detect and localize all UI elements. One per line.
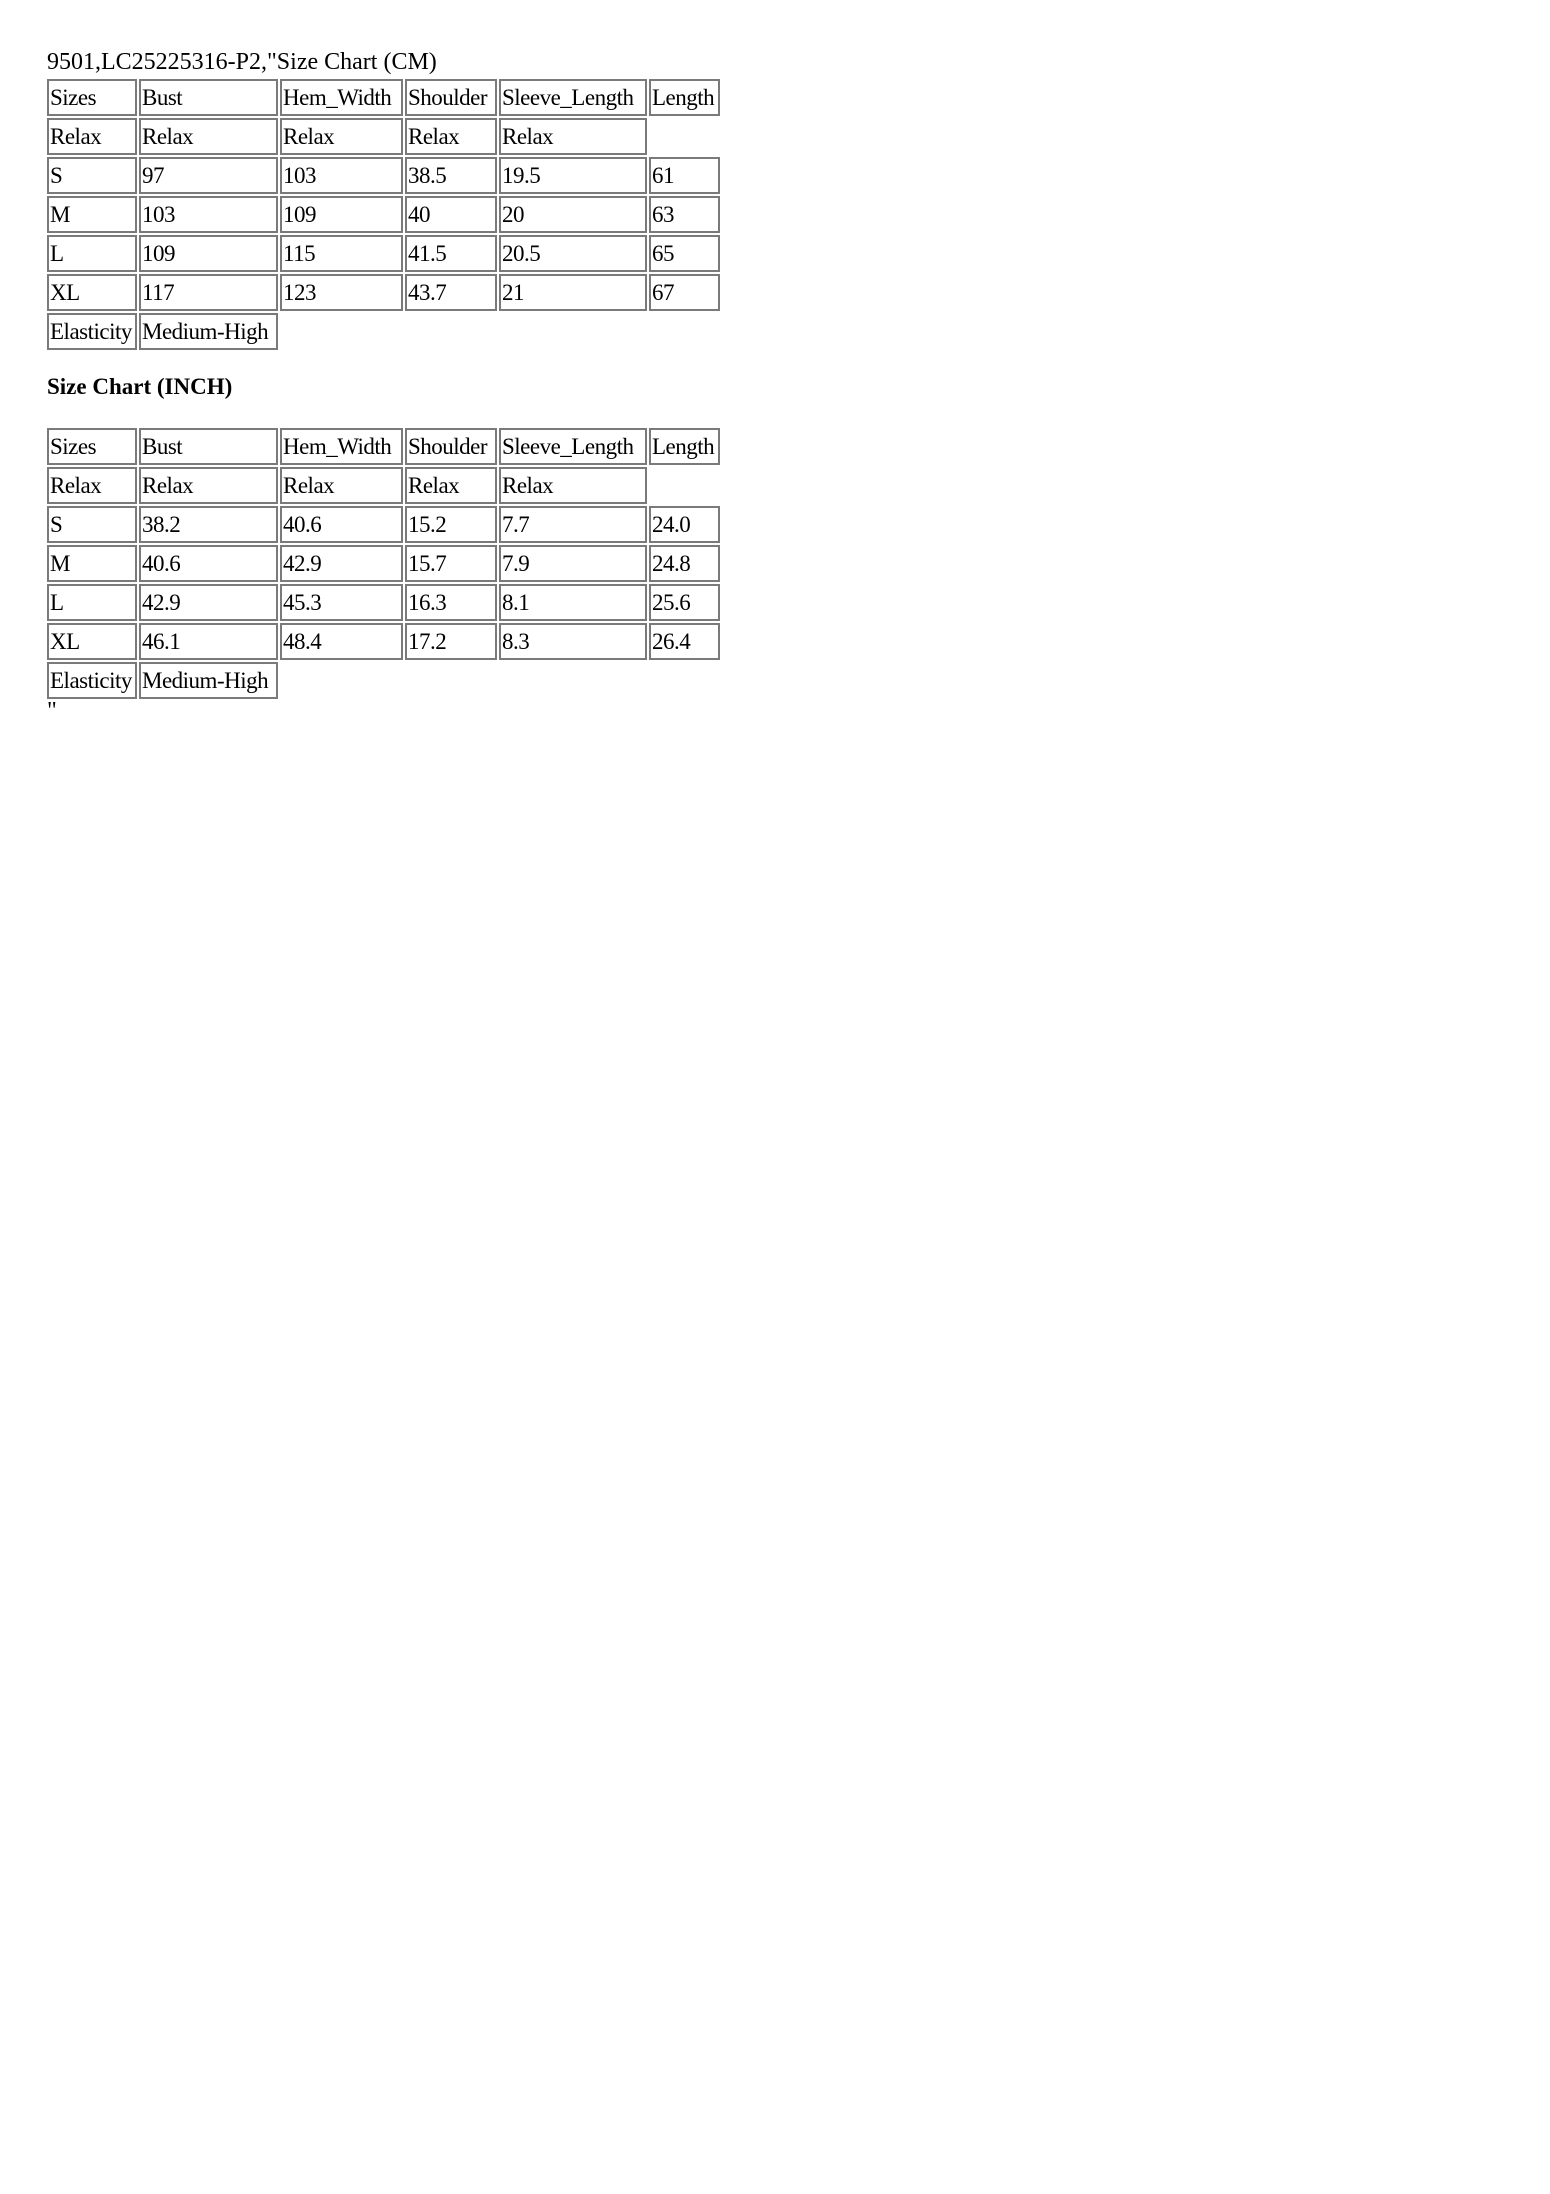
- table-cell: Relax: [139, 467, 278, 504]
- table-cell: Sizes: [47, 79, 137, 116]
- table-cell: 67: [649, 274, 720, 311]
- table-cell: 15.2: [405, 506, 497, 543]
- size-chart-inch-table: [45, 426, 722, 701]
- table-row: [47, 157, 720, 194]
- table-cell: Medium-High: [139, 662, 278, 699]
- table-cell: 41.5: [405, 235, 497, 272]
- table-cell: 26.4: [649, 623, 720, 660]
- table-cell: S: [47, 506, 137, 543]
- table-cell: Relax: [139, 118, 278, 155]
- table-cell: Medium-High: [139, 313, 278, 350]
- table-cell: 40.6: [280, 506, 403, 543]
- table-cell: 65: [649, 235, 720, 272]
- table-cell: 38.5: [405, 157, 497, 194]
- table-cell: 25.6: [649, 584, 720, 621]
- table-cell: Shoulder: [405, 79, 497, 116]
- table-cell: 109: [139, 235, 278, 272]
- table-row: [47, 506, 720, 543]
- table-row: [47, 118, 720, 155]
- table-row: [47, 467, 720, 504]
- table-cell: Relax: [405, 118, 497, 155]
- table-cell: 48.4: [280, 623, 403, 660]
- table-cell: 20.5: [499, 235, 647, 272]
- table-cell: 117: [139, 274, 278, 311]
- table-cell: Relax: [499, 467, 647, 504]
- table-cell: 61: [649, 157, 720, 194]
- table-cell: 20: [499, 196, 647, 233]
- table-cell: 8.1: [499, 584, 647, 621]
- table-cell: [649, 118, 720, 155]
- table-cell: L: [47, 584, 137, 621]
- table-cell: 109: [280, 196, 403, 233]
- table-cell: Relax: [280, 467, 403, 504]
- table-cell: 115: [280, 235, 403, 272]
- table-row: [47, 662, 720, 699]
- table-cell: 24.0: [649, 506, 720, 543]
- table-cell: Relax: [47, 467, 137, 504]
- table-cell: 40.6: [139, 545, 278, 582]
- header-line: 9501,LC25225316-P2,"Size Chart (CM): [47, 49, 437, 75]
- table-cell: 19.5: [499, 157, 647, 194]
- table-cell: 7.9: [499, 545, 647, 582]
- table-cell: S: [47, 157, 137, 194]
- table-cell: 45.3: [280, 584, 403, 621]
- cm-table-body: [47, 79, 720, 350]
- table-cell: Elasticity: [47, 313, 137, 350]
- table-cell: XL: [47, 274, 137, 311]
- table-cell: 15.7: [405, 545, 497, 582]
- inch-table-body: [47, 428, 720, 699]
- table-row: [47, 235, 720, 272]
- table-cell: 24.8: [649, 545, 720, 582]
- table-row: [47, 584, 720, 621]
- table-cell: Bust: [139, 428, 278, 465]
- table-cell: 21: [499, 274, 647, 311]
- table-cell: Elasticity: [47, 662, 137, 699]
- table-cell: Bust: [139, 79, 278, 116]
- table-cell: Relax: [280, 118, 403, 155]
- table-cell: M: [47, 545, 137, 582]
- table-cell: Relax: [499, 118, 647, 155]
- table-cell: 103: [139, 196, 278, 233]
- table-cell: M: [47, 196, 137, 233]
- table-cell: 97: [139, 157, 278, 194]
- table-cell: 46.1: [139, 623, 278, 660]
- table-row: [47, 79, 720, 116]
- table-cell: Length: [649, 79, 720, 116]
- table-cell: 103: [280, 157, 403, 194]
- table-cell: Relax: [47, 118, 137, 155]
- table-cell: Hem_Width: [280, 428, 403, 465]
- table-cell: 63: [649, 196, 720, 233]
- table-cell: 123: [280, 274, 403, 311]
- table-row: [47, 274, 720, 311]
- table-cell: 38.2: [139, 506, 278, 543]
- table-cell: Sizes: [47, 428, 137, 465]
- table-row: [47, 428, 720, 465]
- table-cell: 40: [405, 196, 497, 233]
- table-cell: L: [47, 235, 137, 272]
- table-cell: 17.2: [405, 623, 497, 660]
- table-cell: Hem_Width: [280, 79, 403, 116]
- table-row: [47, 313, 720, 350]
- table-cell: Shoulder: [405, 428, 497, 465]
- table-cell: 43.7: [405, 274, 497, 311]
- table-cell: 42.9: [139, 584, 278, 621]
- table-cell: 7.7: [499, 506, 647, 543]
- size-chart-cm-table: [45, 77, 722, 352]
- closing-quote-text: ": [47, 698, 57, 724]
- table-cell: XL: [47, 623, 137, 660]
- table-row: [47, 196, 720, 233]
- table-cell: Relax: [405, 467, 497, 504]
- table-cell: 42.9: [280, 545, 403, 582]
- table-cell: 8.3: [499, 623, 647, 660]
- table-row: [47, 623, 720, 660]
- table-cell: Sleeve_Length: [499, 428, 647, 465]
- table-cell: [649, 467, 720, 504]
- document-page: [47, 47, 722, 724]
- table-cell: Sleeve_Length: [499, 79, 647, 116]
- table-cell: 16.3: [405, 584, 497, 621]
- table-cell: Length: [649, 428, 720, 465]
- table-row: [47, 545, 720, 582]
- size-chart-inch-title: Size Chart (INCH): [47, 374, 233, 399]
